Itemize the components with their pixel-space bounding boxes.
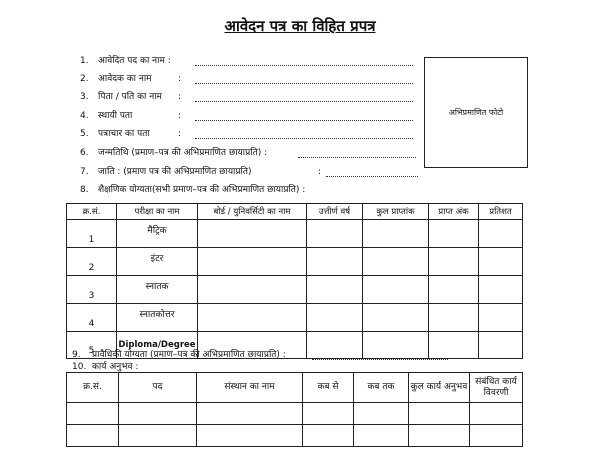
input-cell[interactable] bbox=[409, 403, 470, 425]
table-header-row bbox=[67, 373, 523, 403]
fill-line[interactable] bbox=[326, 176, 418, 177]
table-row bbox=[67, 425, 523, 447]
column-header: क्र.सं. bbox=[67, 204, 117, 220]
input-cell[interactable] bbox=[479, 304, 523, 332]
input-cell[interactable] bbox=[307, 220, 363, 248]
input-cell[interactable] bbox=[67, 425, 119, 447]
field-number: 5. bbox=[80, 129, 89, 139]
field-label: पिता / पति का नाम bbox=[98, 92, 162, 102]
input-cell[interactable] bbox=[363, 276, 429, 304]
input-cell[interactable] bbox=[119, 425, 197, 447]
input-cell[interactable] bbox=[409, 425, 470, 447]
input-cell[interactable] bbox=[307, 248, 363, 276]
input-cell[interactable] bbox=[198, 220, 307, 248]
field-number: 10. bbox=[72, 362, 87, 372]
fill-line[interactable] bbox=[312, 359, 448, 360]
input-cell[interactable] bbox=[479, 276, 523, 304]
field-label: कार्य अनुभव : bbox=[92, 362, 139, 372]
field-label: आवेदक का नाम bbox=[98, 74, 152, 84]
input-cell[interactable] bbox=[198, 248, 307, 276]
table-header-row bbox=[67, 204, 523, 220]
column-header: कुल कार्य अनुभव bbox=[409, 373, 470, 403]
input-cell[interactable] bbox=[354, 425, 409, 447]
column-header: कब से bbox=[303, 373, 354, 403]
field-permanent-address bbox=[80, 111, 415, 123]
input-cell[interactable] bbox=[303, 403, 354, 425]
field-number: 7. bbox=[80, 167, 89, 177]
field-number: 4. bbox=[80, 111, 89, 121]
serial-cell: 2 bbox=[67, 248, 117, 276]
field-number: 3. bbox=[80, 92, 89, 102]
exam-cell: Diploma/Degree bbox=[117, 332, 198, 359]
input-cell[interactable] bbox=[470, 403, 523, 425]
field-label: पत्राचार का पता bbox=[98, 129, 150, 139]
photo-label: अभिप्रमाणित फोटो bbox=[448, 108, 504, 117]
exam-cell: स्नातकोत्तर bbox=[117, 304, 198, 332]
column-header: क्र.सं. bbox=[67, 373, 119, 403]
column-header: पद bbox=[119, 373, 197, 403]
fill-line[interactable] bbox=[195, 101, 413, 102]
photo-box[interactable] bbox=[424, 57, 528, 168]
field-label: जन्मतिथि (प्रमाण–पत्र की अभिप्रमाणित छायाप्रति) : bbox=[98, 148, 268, 158]
field-label: जाति : (प्रमाण पत्र की अभिप्रमाणित छायाप्रति) bbox=[98, 167, 252, 177]
fill-line[interactable] bbox=[195, 120, 413, 121]
field-colon: : bbox=[178, 111, 182, 121]
field-number: 6. bbox=[80, 148, 89, 158]
column-header: कुल प्राप्तांक bbox=[363, 204, 429, 220]
fill-line[interactable] bbox=[195, 83, 413, 84]
table-row bbox=[67, 304, 523, 332]
table-row bbox=[67, 248, 523, 276]
column-header: परीक्षा का नाम bbox=[117, 204, 198, 220]
table-row bbox=[67, 403, 523, 425]
field-correspondence-address bbox=[80, 129, 415, 141]
column-header: कब तक bbox=[354, 373, 409, 403]
exam-cell: इंटर bbox=[117, 248, 198, 276]
field-number: 1. bbox=[80, 56, 89, 66]
input-cell[interactable] bbox=[303, 425, 354, 447]
field-number: 8. bbox=[80, 185, 89, 195]
field-label: स्थायी पता bbox=[98, 111, 133, 121]
serial-cell: 4 bbox=[67, 304, 117, 332]
field-colon: : bbox=[178, 129, 182, 139]
serial-cell: 5 bbox=[67, 332, 117, 359]
column-header: संबंधित कार्य विवरणी bbox=[470, 373, 523, 403]
input-cell[interactable] bbox=[429, 220, 479, 248]
input-cell[interactable] bbox=[479, 220, 523, 248]
input-cell[interactable] bbox=[354, 403, 409, 425]
column-header: उत्तीर्ण वर्ष bbox=[307, 204, 363, 220]
field-technical-qualification bbox=[72, 350, 522, 362]
field-number: 2. bbox=[80, 74, 89, 84]
field-education-heading bbox=[80, 185, 425, 197]
input-cell[interactable] bbox=[470, 425, 523, 447]
field-label: प्रावैधिकी योग्यता (प्रमाण–पत्र की अभिप्रमाणित छायाप्रति) : bbox=[92, 350, 286, 360]
input-cell[interactable] bbox=[119, 403, 197, 425]
column-header: प्राप्त अंक bbox=[429, 204, 479, 220]
input-cell[interactable] bbox=[198, 304, 307, 332]
work-experience-table bbox=[66, 372, 523, 447]
column-header: प्रतिशत bbox=[479, 204, 523, 220]
education-table bbox=[66, 203, 523, 359]
fill-line[interactable] bbox=[298, 157, 416, 158]
input-cell[interactable] bbox=[198, 276, 307, 304]
input-cell[interactable] bbox=[363, 248, 429, 276]
input-cell[interactable] bbox=[67, 403, 119, 425]
field-colon: : bbox=[178, 74, 182, 84]
field-number: 9. bbox=[72, 350, 81, 360]
table-row bbox=[67, 276, 523, 304]
column-header: बोर्ड / युनिवर्सिटी का नाम bbox=[198, 204, 307, 220]
field-colon: : bbox=[178, 92, 182, 102]
input-cell[interactable] bbox=[429, 276, 479, 304]
field-caste bbox=[80, 167, 425, 179]
field-post-name bbox=[80, 56, 415, 68]
field-label: शैक्षणिक योग्यता(सभी प्रमाण–पत्र की अभिप्रमाणित छायाप्रति) : bbox=[98, 185, 306, 195]
input-cell[interactable] bbox=[197, 425, 303, 447]
column-header: संस्थान का नाम bbox=[197, 373, 303, 403]
input-cell[interactable] bbox=[429, 248, 479, 276]
field-applicant-name bbox=[80, 74, 415, 86]
input-cell[interactable] bbox=[363, 220, 429, 248]
serial-cell: 3 bbox=[67, 276, 117, 304]
fill-line[interactable] bbox=[195, 65, 413, 66]
input-cell[interactable] bbox=[307, 276, 363, 304]
input-cell[interactable] bbox=[429, 304, 479, 332]
field-date-of-birth bbox=[80, 148, 425, 160]
table-row bbox=[67, 220, 523, 248]
field-colon: : bbox=[318, 167, 322, 177]
input-cell[interactable] bbox=[363, 304, 429, 332]
input-cell[interactable] bbox=[197, 403, 303, 425]
form-title: आवेदन पत्र का विहित प्रपत्र bbox=[224, 17, 376, 35]
serial-cell: 1 bbox=[67, 220, 117, 248]
fill-line[interactable] bbox=[195, 138, 413, 139]
field-father-husband-name bbox=[80, 92, 415, 104]
input-cell[interactable] bbox=[479, 248, 523, 276]
field-label: आवेदित पद का नाम : bbox=[98, 56, 171, 66]
exam-cell: स्नातक bbox=[117, 276, 198, 304]
input-cell[interactable] bbox=[307, 304, 363, 332]
exam-cell: मैट्रिक bbox=[117, 220, 198, 248]
